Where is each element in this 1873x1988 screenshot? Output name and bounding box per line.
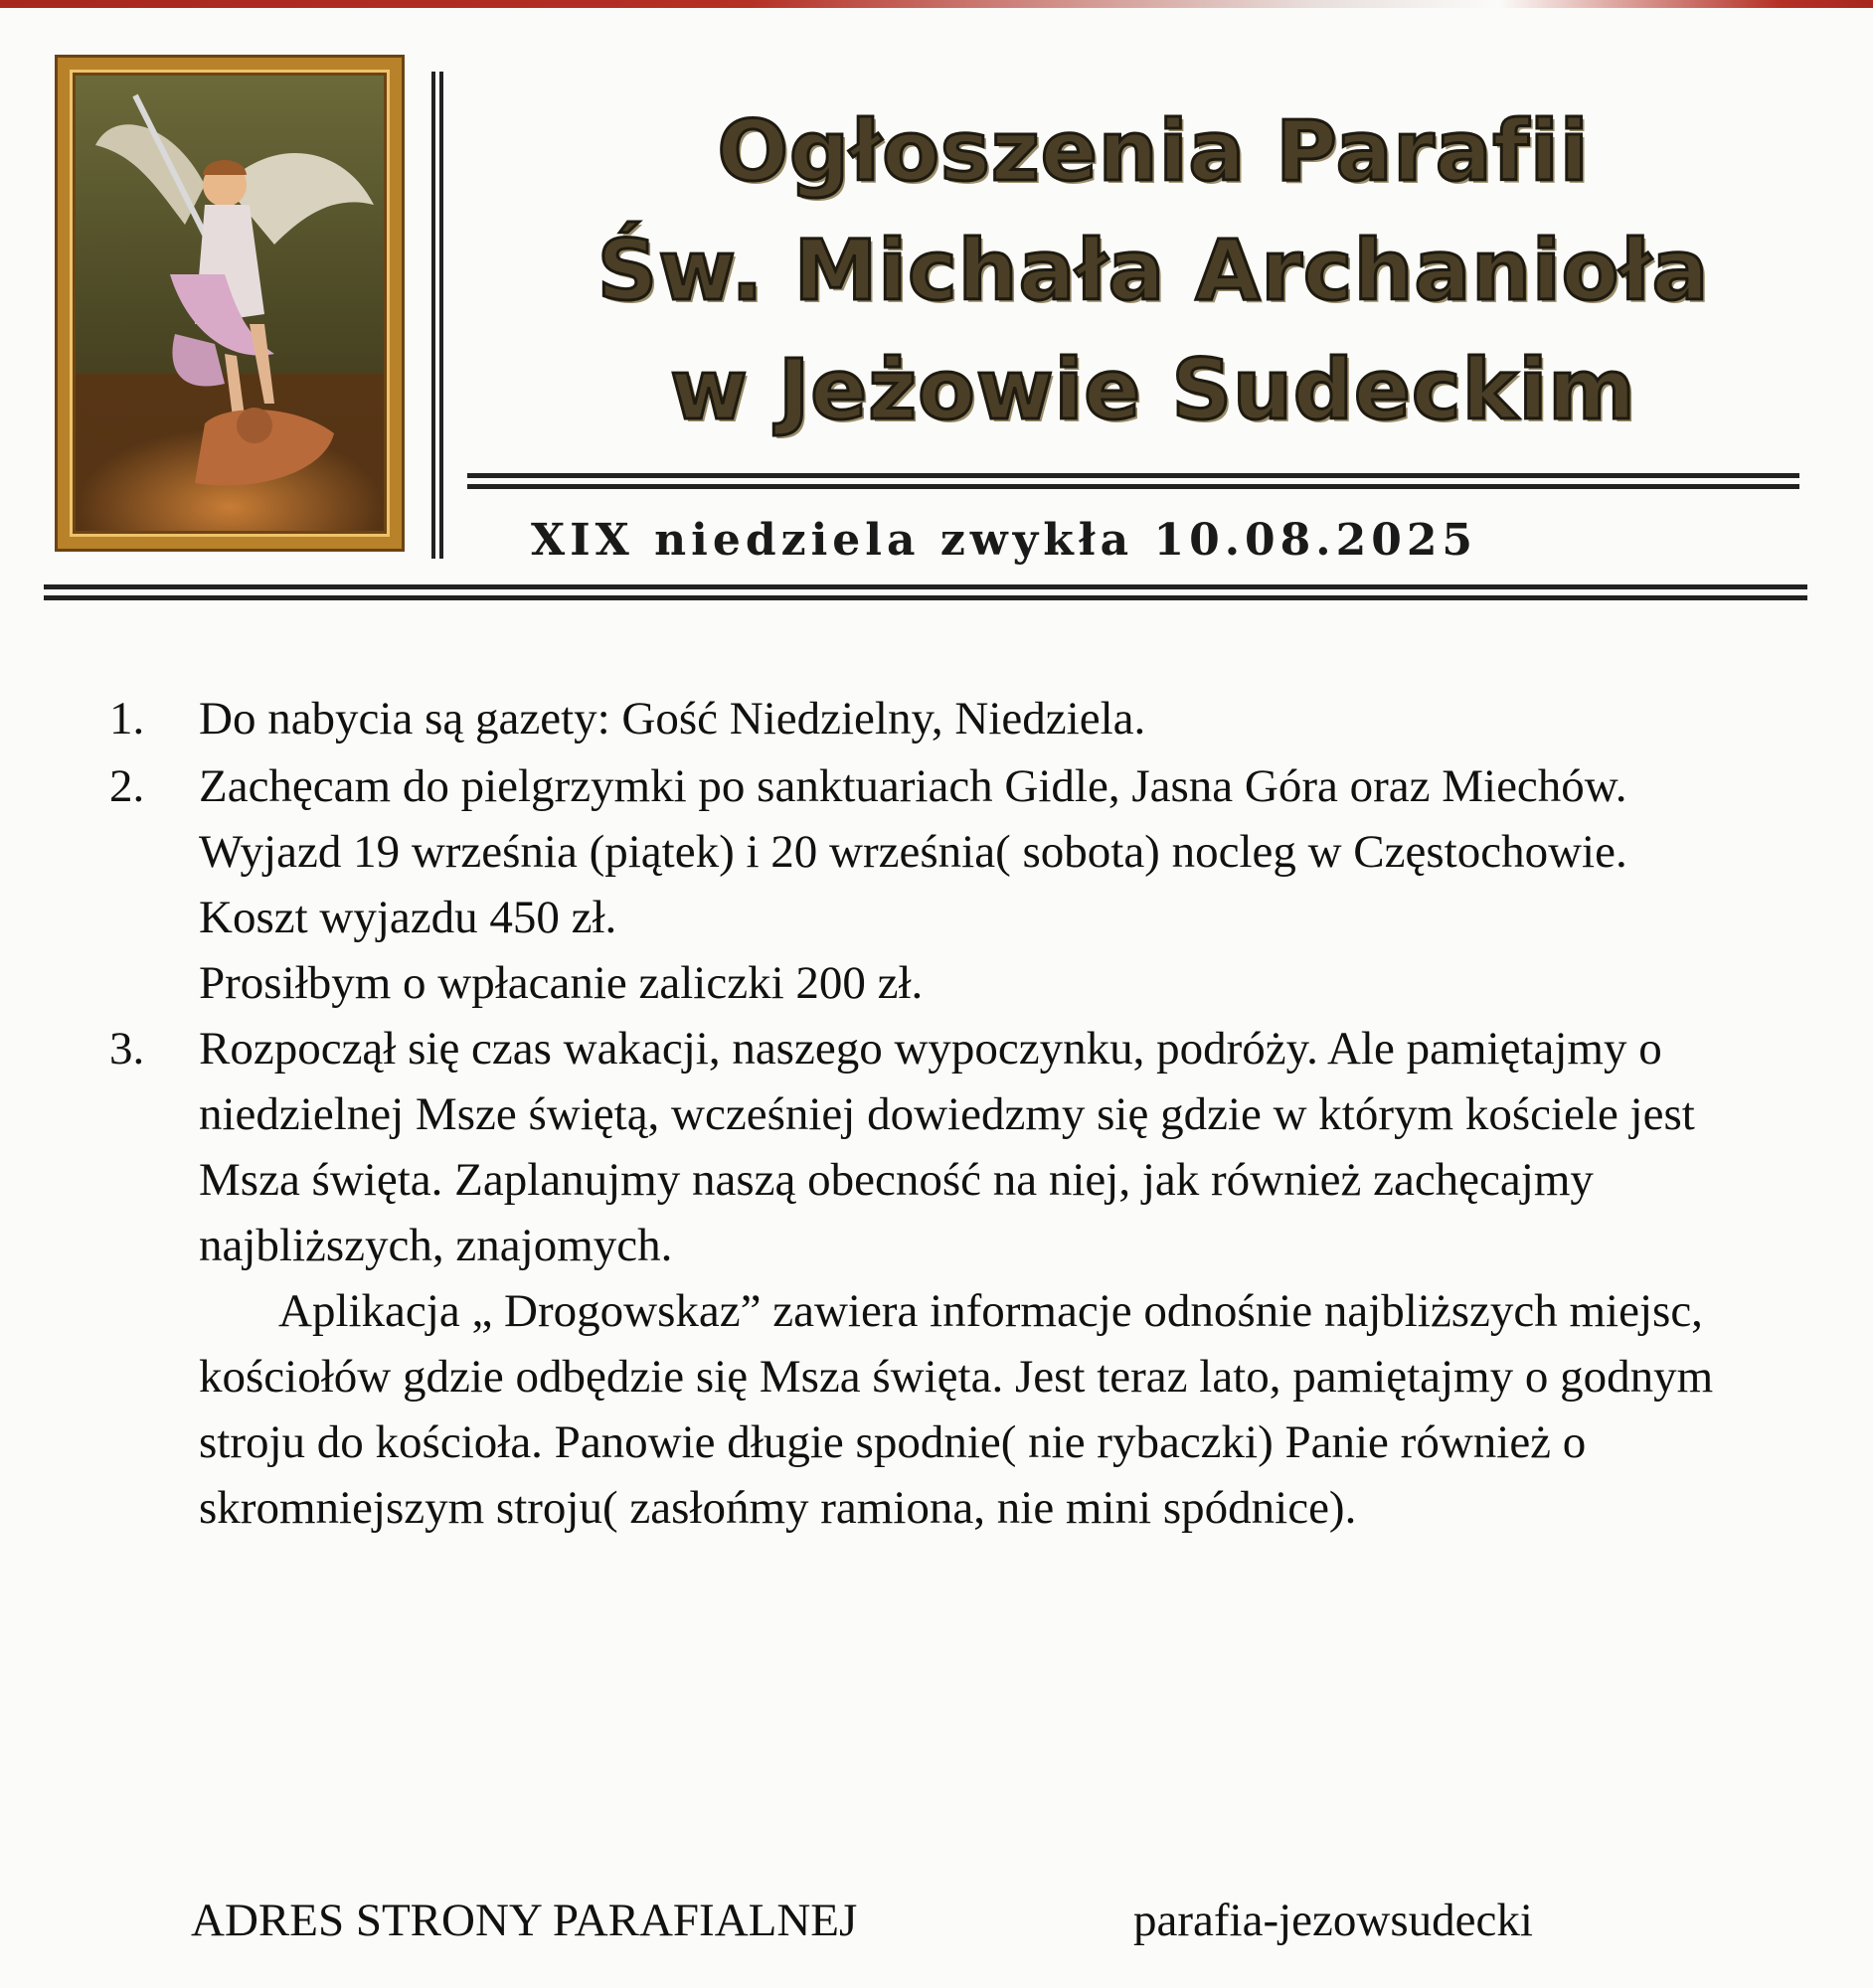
- list-item: [109, 1016, 1750, 1541]
- title-line-3: w Jeżowie Sudeckim: [670, 341, 1636, 438]
- vertical-divider: [431, 72, 443, 559]
- item-text: Zachęcam do pielgrzymki po sanktuariach Gidle, Jasna Góra oraz Miechów. Wyjazd 19 września (piątek) i 20 września( sobota) nocleg w Częstochowie. Koszt wyjazdu 450 zł.: [199, 760, 1627, 943]
- top-edge-border: [0, 0, 1873, 8]
- item-text: Aplikacja „ Drogowskaz” zawiera informacje odnośnie najbliższych miejsc, kościołów gdzie odbędzie się Msza święta. Jest teraz lato, pamiętajmy o godnym stroju do kościoła. Panowie długie spodnie( nie rybaczki) Panie również o skromniejszym stroju( zasłońmy ramiona, nie mini spódnice).: [199, 1285, 1714, 1534]
- item-number: 2.: [109, 760, 145, 812]
- list-item: [109, 686, 1750, 751]
- item-number: 3.: [109, 1023, 145, 1075]
- item-text: Do nabycia są gazety: Gość Niedzielny, Niedziela.: [199, 693, 1146, 745]
- title-line-2: Św. Michała Archanioła: [596, 222, 1710, 319]
- sunday-date: XIX niedziela zwykła 10.08.2025: [530, 515, 1478, 566]
- list-item: [109, 753, 1750, 1016]
- item-text: Prosiłbym o wpłacanie zaliczki 200 zł.: [199, 957, 924, 1009]
- item-number: 1.: [109, 693, 145, 745]
- section-divider: [44, 584, 1807, 600]
- header-divider: [467, 473, 1799, 489]
- st-michael-painting: [58, 58, 402, 549]
- website-address: parafia-jezowsudecki: [1133, 1895, 1533, 1946]
- title-line-1: Ogłoszenia Parafii: [717, 102, 1590, 200]
- website-label: ADRES STRONY PARAFIALNEJ: [191, 1895, 858, 1946]
- st-michael-archangel-icon: [76, 76, 384, 531]
- item-text: Rozpoczął się czas wakacji, naszego wypoczynku, podróży. Ale pamiętajmy o niedzielnej Msze świętą, wcześniej dowiedzmy się gdzie w którym kościele jest Msza święta. Zaplanujmy naszą obecność na niej, jak również zachęcajmy najbliższych, znajomych.: [199, 1023, 1695, 1271]
- announcement-list: [109, 686, 1750, 1541]
- parish-title: [467, 91, 1839, 449]
